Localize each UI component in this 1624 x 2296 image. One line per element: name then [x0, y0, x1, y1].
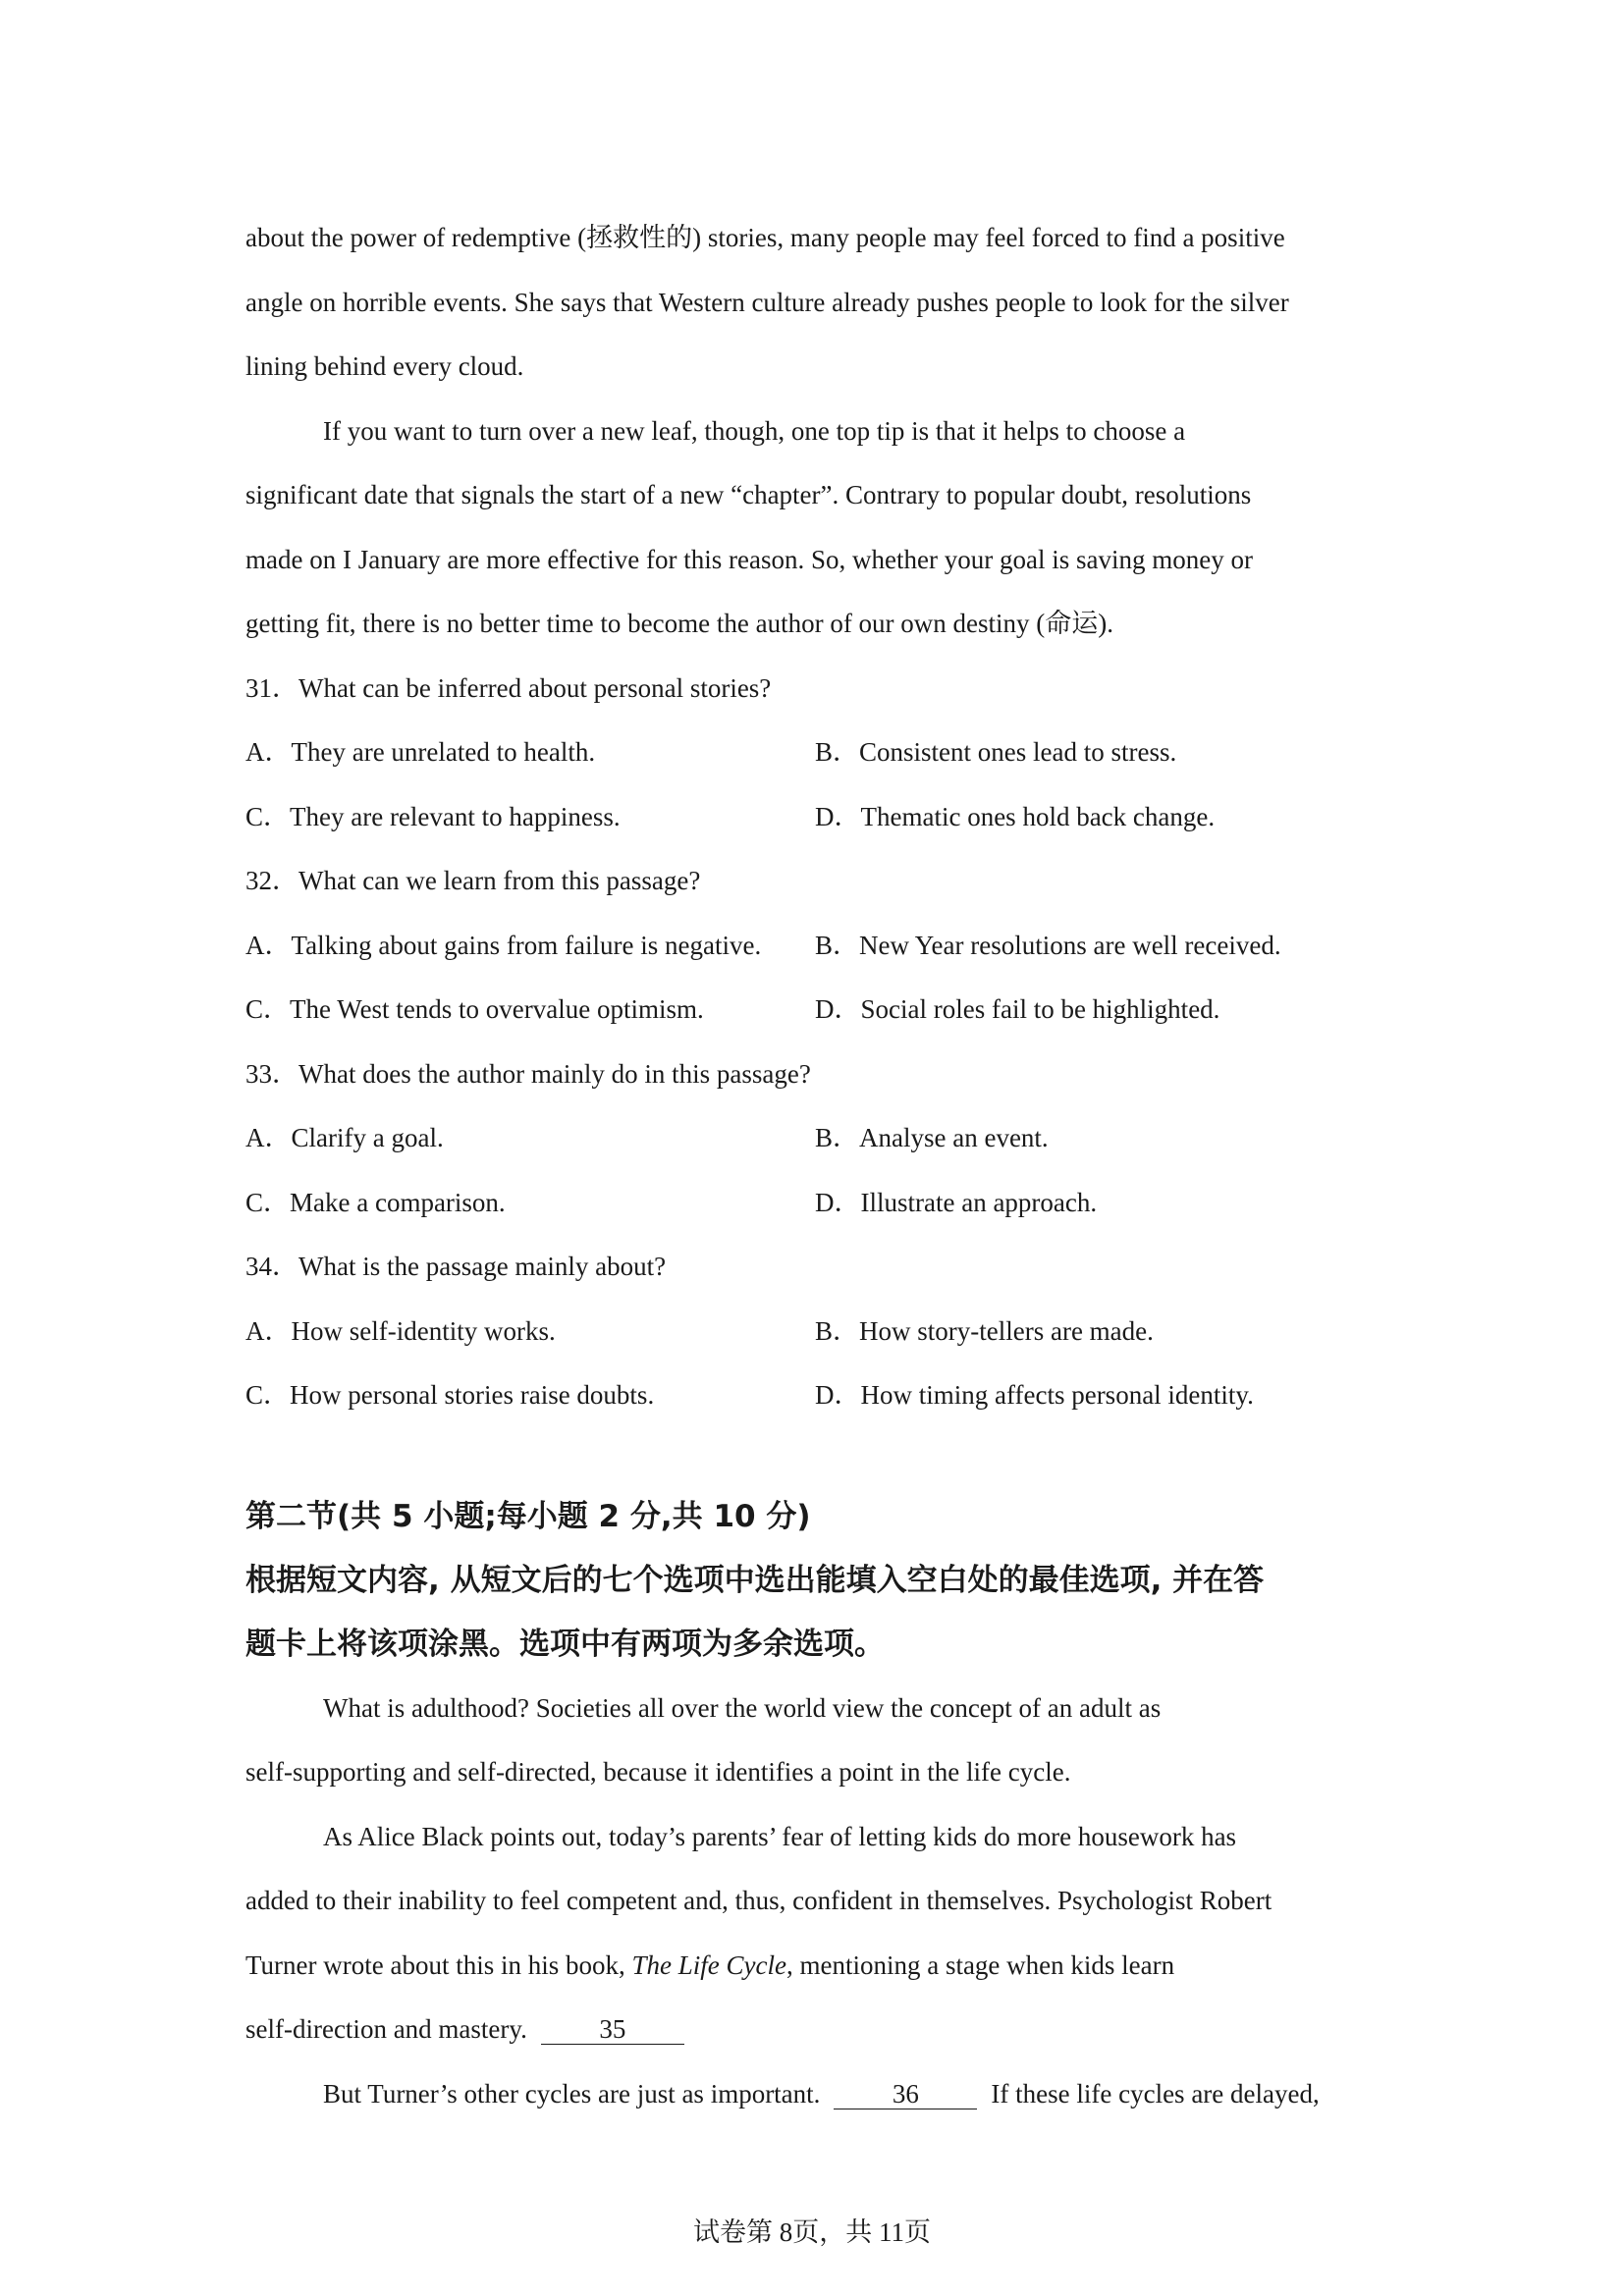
- option-31-c: C．They are relevant to happiness.: [245, 801, 621, 831]
- passage2-line: added to their inability to feel competent and, thus, confident in themselves. Psychologist Robert: [245, 1886, 1272, 1915]
- exam-page: [245, 206, 1404, 2126]
- passage2-text: Turner wrote about this in his book,: [245, 1949, 632, 1980]
- option-32-c: C．The West tends to overvalue optimism.: [245, 994, 704, 1024]
- passage2-text: But Turner’s other cycles are just as important.: [323, 2078, 821, 2109]
- passage-line: about the power of redemptive (拯救性的) stories, many people may feel forced to find a positive: [245, 223, 1285, 252]
- option-34-b: B．How story-tellers are made.: [815, 1315, 1154, 1346]
- options-row: [245, 1363, 1404, 1428]
- option-33-a: A．Clarify a goal.: [245, 1123, 444, 1152]
- option-34-c: C．How personal stories raise doubts.: [245, 1380, 655, 1410]
- passage-line: significant date that signals the start of a new “chapter”. Contrary to popular doubt, resolutions: [245, 480, 1252, 509]
- passage2-line: self-supporting and self-directed, because it identifies a point in the life cycle.: [245, 1757, 1071, 1787]
- blank-35: 35: [541, 2014, 684, 2045]
- question-stem-34: 34．What is the passage mainly about?: [245, 1252, 667, 1281]
- option-33-b: B．Analyse an event.: [815, 1123, 1049, 1152]
- passage-line: lining behind every cloud.: [245, 351, 524, 381]
- passage2-text: , mentioning a stage when kids learn: [785, 1949, 1175, 1980]
- passage2-line: As Alice Black points out, today’s parents’ fear of letting kids do more housework has: [323, 1821, 1237, 1851]
- question-stem-32: 32．What can we learn from this passage?: [245, 866, 701, 895]
- option-31-b: B．Consistent ones lead to stress.: [815, 737, 1177, 767]
- option-33-c: C．Make a comparison.: [245, 1187, 506, 1217]
- passage2-line: What is adulthood? Societies all over the world view the concept of an adult as: [323, 1692, 1162, 1723]
- option-32-b: B．New Year resolutions are well received.: [815, 930, 1281, 960]
- passage2-text: self-direction and mastery.: [245, 2014, 527, 2044]
- passage2-line: [245, 2062, 1404, 2127]
- options-row: [245, 1300, 1404, 1364]
- blank-36: 36: [834, 2079, 977, 2109]
- passage-line: angle on horrible events. She says that Western culture already pushes people to look for the silver: [245, 287, 1289, 317]
- option-34-d: D．How timing affects personal identity.: [815, 1380, 1254, 1410]
- options-row: [245, 1106, 1404, 1171]
- page-footer: 试卷第 8页，共 11页: [693, 2217, 931, 2247]
- options-row: [245, 1171, 1404, 1236]
- question-stem-31: 31．What can be inferred about personal stories?: [245, 672, 772, 703]
- section-instruction: 题卡上将该项涂黑。选项中有两项为多余选项。: [245, 1626, 885, 1662]
- option-31-d: D．Thematic ones hold back change.: [815, 801, 1216, 831]
- options-row: [245, 785, 1404, 850]
- option-32-d: D．Social roles fail to be highlighted.: [815, 994, 1220, 1024]
- passage2-line: [245, 1934, 1404, 1999]
- options-row: [245, 914, 1404, 979]
- section-instruction: 根据短文内容, 从短文后的七个选项中选出能填入空白处的最佳选项, 并在答: [245, 1562, 1265, 1598]
- option-32-a: A．Talking about gains from failure is negative.: [245, 930, 762, 960]
- passage-line: getting fit, there is no better time to become the author of our own destiny (命运).: [245, 609, 1114, 638]
- question-stem-33: 33．What does the author mainly do in this passage?: [245, 1058, 811, 1089]
- section-spacer: [245, 1428, 1404, 1485]
- option-33-d: D．Illustrate an approach.: [815, 1187, 1098, 1217]
- passage-line: If you want to turn over a new leaf, though, one top tip is that it helps to choose a: [323, 415, 1186, 446]
- option-31-a: A．They are unrelated to health.: [245, 737, 596, 767]
- section-title: 第二节(共 5 小题;每小题 2 分,共 10 分): [245, 1498, 811, 1534]
- option-34-a: A．How self-identity works.: [245, 1315, 556, 1346]
- book-title: The Life Cycle: [631, 1949, 786, 1980]
- options-row: [245, 978, 1404, 1042]
- passage-line: made on I January are more effective for this reason. So, whether your goal is saving money or: [245, 544, 1253, 574]
- options-row: [245, 721, 1404, 785]
- passage2-text: If these life cycles are delayed,: [991, 2078, 1320, 2109]
- passage2-line: [245, 1998, 1404, 2062]
